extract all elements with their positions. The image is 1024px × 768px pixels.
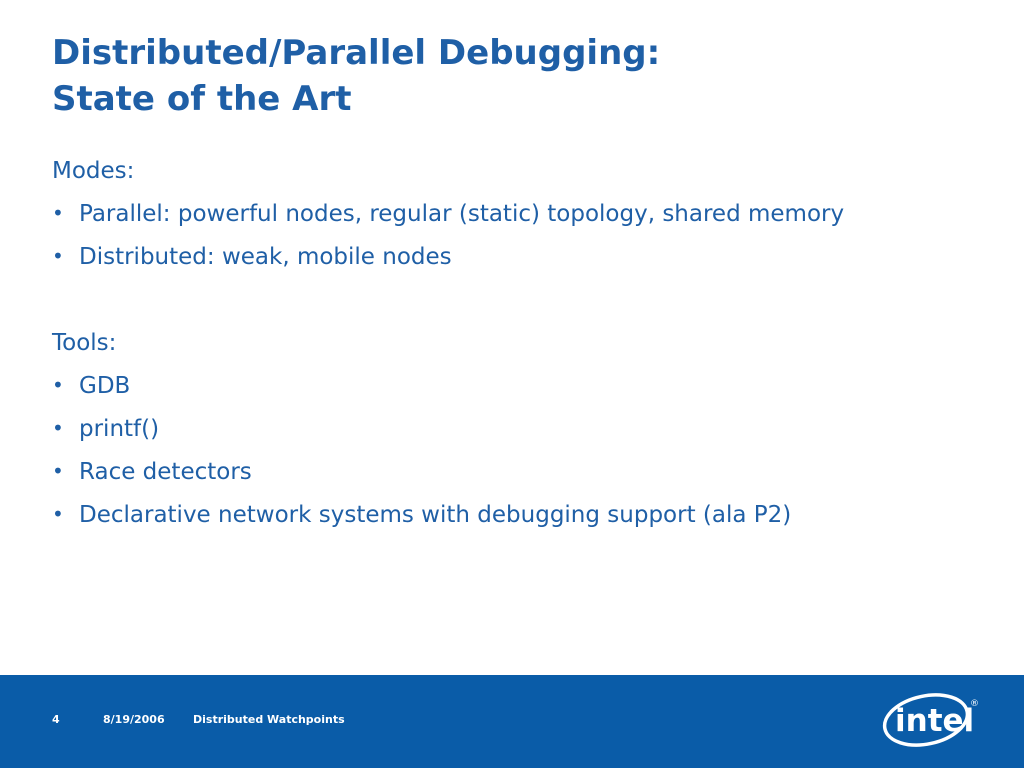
modes-heading: Modes: <box>52 158 135 184</box>
tools-item-declarative <box>52 494 992 537</box>
bullet-text: printf() <box>79 416 160 442</box>
registered-mark: ® <box>970 699 979 709</box>
tools-item-race-detectors <box>52 451 992 494</box>
tools-item-gdb <box>52 365 992 408</box>
modes-item-parallel <box>52 193 992 236</box>
bullet-text: Parallel: powerful nodes, regular (static) topology, shared memory <box>79 201 845 227</box>
page-number: 4 <box>52 713 60 726</box>
bullet-icon: • <box>52 201 64 225</box>
bullet-icon: • <box>52 459 64 483</box>
bullet-icon: • <box>52 373 64 397</box>
bullet-icon: • <box>52 244 64 268</box>
bullet-text: Distributed: weak, mobile nodes <box>79 244 452 270</box>
slide-title <box>52 30 660 122</box>
intel-logo-icon <box>880 686 980 752</box>
tools-list <box>52 365 992 537</box>
tools-heading: Tools: <box>52 330 117 356</box>
bullet-text: Race detectors <box>79 459 252 485</box>
slide-body <box>52 150 992 537</box>
bullet-icon: • <box>52 502 64 526</box>
bullet-text: GDB <box>79 373 131 399</box>
bullet-text: Declarative network systems with debugging support (ala P2) <box>79 502 792 528</box>
slide-title-line-1: Distributed/Parallel Debugging: <box>52 33 661 73</box>
footer-date: 8/19/2006 <box>103 713 165 726</box>
modes-item-distributed <box>52 236 992 279</box>
tools-item-printf <box>52 408 992 451</box>
footer-bar <box>0 675 1024 768</box>
section-spacer <box>52 279 992 322</box>
logo-wordmark: intel <box>895 703 975 739</box>
modes-list <box>52 193 992 279</box>
slide-title-line-2: State of the Art <box>52 79 352 119</box>
footer-presentation-title: Distributed Watchpoints <box>193 713 345 726</box>
bullet-icon: • <box>52 416 64 440</box>
